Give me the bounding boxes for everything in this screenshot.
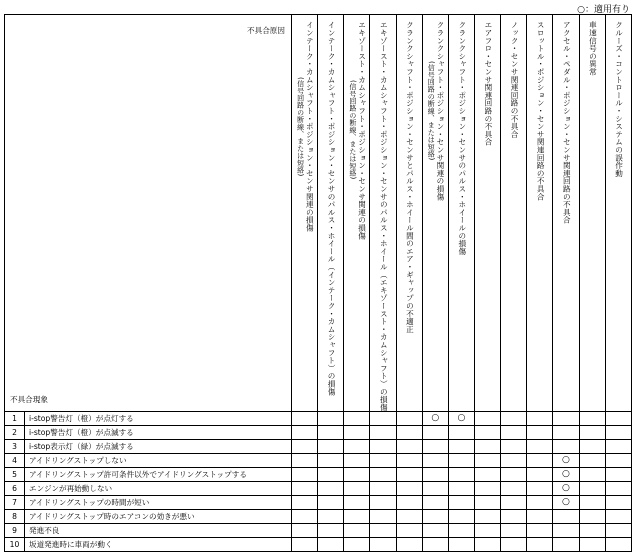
mark-cell [527,482,553,496]
mark-cell [344,454,370,468]
mark-cell [292,454,318,468]
table-row [5,510,632,524]
cause-column-text [483,21,492,146]
mark-cell [474,496,500,510]
symptom-cell: i-stop警告灯（橙）が点灯する [25,412,292,426]
mark-cell [605,482,631,496]
mark-cell [501,454,527,468]
table-row [5,538,632,552]
mark-cell [422,510,448,524]
cause-column-text [509,21,518,138]
mark-cell [396,496,422,510]
mark-cell [501,496,527,510]
cause-column-text [562,21,571,224]
cause-column-header [474,15,500,412]
mark-cell [605,454,631,468]
mark-cell [474,482,500,496]
row-number: 3 [5,440,25,454]
mark-cell [422,482,448,496]
mark-cell [422,454,448,468]
mark-cell [370,426,396,440]
symptom-cell: 発進不良 [25,524,292,538]
mark-cell [501,510,527,524]
mark-cell [370,482,396,496]
table-row [5,412,632,426]
mark-cell [448,524,474,538]
mark-cell [344,482,370,496]
mark-cell [292,538,318,552]
mark-cell [579,468,605,482]
mark-cell [292,412,318,426]
cause-column-label: クルーズ・コントロール・システムの誤作動 [614,21,624,177]
cause-column-label: ノック・センサ関連回路の不具合 [510,21,520,138]
table-row [5,454,632,468]
symptom-cell: アイドリングストップの時間が短い [25,496,292,510]
mark-cell [344,496,370,510]
mark-cell [344,440,370,454]
cause-column-label: スロットル・ポジション・センサ関連回路の不具合 [536,21,546,201]
cause-column-text [296,21,313,232]
mark-cell [292,426,318,440]
header-row [5,15,632,412]
table-row [5,524,632,538]
cause-column-text [326,21,335,395]
mark-cell: ○ [422,412,448,426]
cause-column-label: エキゾースト・カムシャフト・ポジション・センサのパルス・ホイール（エキゾースト・カムシャフト）の損傷 [379,21,389,411]
mark-cell [474,454,500,468]
cause-column-text [379,21,388,411]
mark-cell [370,454,396,468]
cause-column-label: クランクシャフト・ポジション・センサ関連の損傷 [435,21,445,201]
mark-cell [292,468,318,482]
mark-cell [501,482,527,496]
mark-cell [292,482,318,496]
cause-column-header [579,15,605,412]
mark-cell [605,426,631,440]
mark-cell [396,412,422,426]
mark-cell [344,468,370,482]
mark-cell [579,510,605,524]
mark-cell [579,454,605,468]
mark-cell [474,510,500,524]
cause-column-header [605,15,631,412]
row-number: 8 [5,510,25,524]
mark-cell: ○ [553,482,579,496]
row-number: 10 [5,538,25,552]
mark-cell [370,496,396,510]
mark-cell [344,538,370,552]
cause-header-label: 不具合原因 [247,26,285,35]
mark-cell [396,468,422,482]
cause-column-text [614,21,623,177]
symptom-header-label: 不具合現象 [10,395,48,404]
mark-cell [448,482,474,496]
mark-cell [292,510,318,524]
mark-cell [344,426,370,440]
mark-cell [527,496,553,510]
cause-column-text [457,21,466,255]
mark-cell [318,412,344,426]
mark-cell: ○ [553,496,579,510]
mark-cell [370,538,396,552]
mark-cell [370,524,396,538]
mark-cell [344,510,370,524]
mark-cell [474,426,500,440]
mark-cell [344,412,370,426]
mark-cell [553,412,579,426]
mark-cell [527,468,553,482]
mark-cell [344,524,370,538]
mark-cell [396,454,422,468]
mark-cell [527,454,553,468]
cause-column-header [553,15,579,412]
mark-cell [501,524,527,538]
mark-cell [292,496,318,510]
mark-cell [318,496,344,510]
symptom-cell: エンジンが再始動しない [25,482,292,496]
mark-cell [448,538,474,552]
cause-column-text [348,21,365,239]
table-row [5,468,632,482]
cause-column-label: インテーク・カムシャフト・ポジション・センサのパルス・ホイール（インテーク・カムシャフト）の損傷 [327,21,337,396]
mark-cell [527,440,553,454]
mark-cell [318,440,344,454]
mark-cell [422,468,448,482]
row-number: 1 [5,412,25,426]
cause-column-header [527,15,553,412]
symptom-cell: アイドリングストップ時のエアコンの効きが悪い [25,510,292,524]
mark-cell [605,538,631,552]
mark-cell [501,412,527,426]
symptom-cell: i-stop警告灯（橙）が点滅する [25,426,292,440]
table-row [5,496,632,510]
mark-cell [422,538,448,552]
mark-cell [553,524,579,538]
mark-cell: ○ [553,468,579,482]
mark-cell [579,426,605,440]
mark-cell [370,468,396,482]
mark-cell [501,468,527,482]
mark-cell [474,412,500,426]
cause-column-sublabel: (信号回路の断線、または短絡) [427,60,436,161]
mark-cell [318,468,344,482]
header-corner [5,15,292,412]
mark-cell [579,496,605,510]
mark-cell [396,524,422,538]
mark-cell [605,510,631,524]
mark-cell [396,538,422,552]
cause-column-header [501,15,527,412]
cause-column-label: クランクシャフト・ポジション・センサとパルス・ホイール間のエア・ギャップの不適正 [405,21,415,333]
mark-cell [605,524,631,538]
cause-column-label: クランクシャフト・ポジション・センサのパルス・ホイールの損傷 [457,21,467,255]
row-number: 9 [5,524,25,538]
mark-cell [553,538,579,552]
mark-cell [370,510,396,524]
cause-column-text [427,21,444,200]
mark-cell [292,440,318,454]
mark-cell [501,538,527,552]
mark-cell [579,440,605,454]
mark-cell [396,482,422,496]
mark-cell [396,426,422,440]
mark-cell [396,510,422,524]
mark-cell [370,412,396,426]
cause-column-header [422,15,448,412]
cause-column-sublabel: (信号回路の断線、または短絡) [348,80,357,180]
mark-cell [474,468,500,482]
mark-cell [318,454,344,468]
mark-cell [422,440,448,454]
mark-cell [448,510,474,524]
trouble-matrix-table [4,14,632,552]
mark-cell [527,426,553,440]
mark-cell [553,440,579,454]
mark-cell [579,538,605,552]
row-number: 2 [5,426,25,440]
cause-column-header [292,15,318,412]
mark-cell [318,524,344,538]
mark-cell [527,538,553,552]
mark-cell [422,524,448,538]
cause-column-label: エキゾースト・カムシャフト・ポジション・センサ関連の損傷 [357,21,367,240]
mark-cell [318,426,344,440]
row-number: 4 [5,454,25,468]
mark-cell [448,426,474,440]
mark-cell [553,426,579,440]
row-number: 6 [5,482,25,496]
mark-cell [318,510,344,524]
symptom-cell: i-stop表示灯（緑）が点滅する [25,440,292,454]
mark-cell [474,524,500,538]
mark-cell [579,412,605,426]
cause-column-header [344,15,370,412]
mark-cell [527,524,553,538]
table-row [5,426,632,440]
mark-cell [527,412,553,426]
mark-cell [474,538,500,552]
mark-cell [448,496,474,510]
cause-column-label: 車速信号の異常 [588,21,598,76]
cause-column-text [405,21,414,333]
mark-cell [605,496,631,510]
row-number: 7 [5,496,25,510]
cause-column-sublabel: (信号回路の断線、または短絡) [296,76,305,177]
cause-column-header [396,15,422,412]
cause-column-text [588,21,597,76]
mark-cell [579,482,605,496]
cause-column-label: アクセル・ペダル・ポジション・センサ関連回路の不具合 [562,21,572,224]
mark-cell [422,496,448,510]
cause-column-text [535,21,544,200]
cause-column-header [370,15,396,412]
cause-column-label: インテーク・カムシャフト・ポジション・センサ関連の損傷 [305,21,315,232]
mark-cell [605,412,631,426]
mark-cell [318,538,344,552]
mark-cell [474,440,500,454]
mark-cell [396,440,422,454]
mark-cell [579,524,605,538]
table-body [5,412,632,552]
cause-column-header [448,15,474,412]
mark-cell [292,524,318,538]
symptom-cell: アイドリングストップ許可条件以外でアイドリングストップする [25,468,292,482]
mark-cell: ○ [448,412,474,426]
cause-column-header [318,15,344,412]
legend: ○：適用有り [577,5,630,15]
mark-cell: ○ [553,454,579,468]
mark-cell [448,468,474,482]
row-number: 5 [5,468,25,482]
mark-cell [448,440,474,454]
mark-cell [370,440,396,454]
mark-cell [605,440,631,454]
cause-column-label: エアフロ・センサ関連回路の不具合 [483,21,493,146]
symptom-cell: アイドリングストップしない [25,454,292,468]
mark-cell [422,426,448,440]
symptom-cell: 坂道発進時に車両が動く [25,538,292,552]
mark-cell [553,510,579,524]
mark-cell [448,454,474,468]
table-row [5,440,632,454]
mark-cell [527,510,553,524]
mark-cell [501,426,527,440]
mark-cell [318,482,344,496]
table-row [5,482,632,496]
mark-cell [501,440,527,454]
mark-cell [605,468,631,482]
